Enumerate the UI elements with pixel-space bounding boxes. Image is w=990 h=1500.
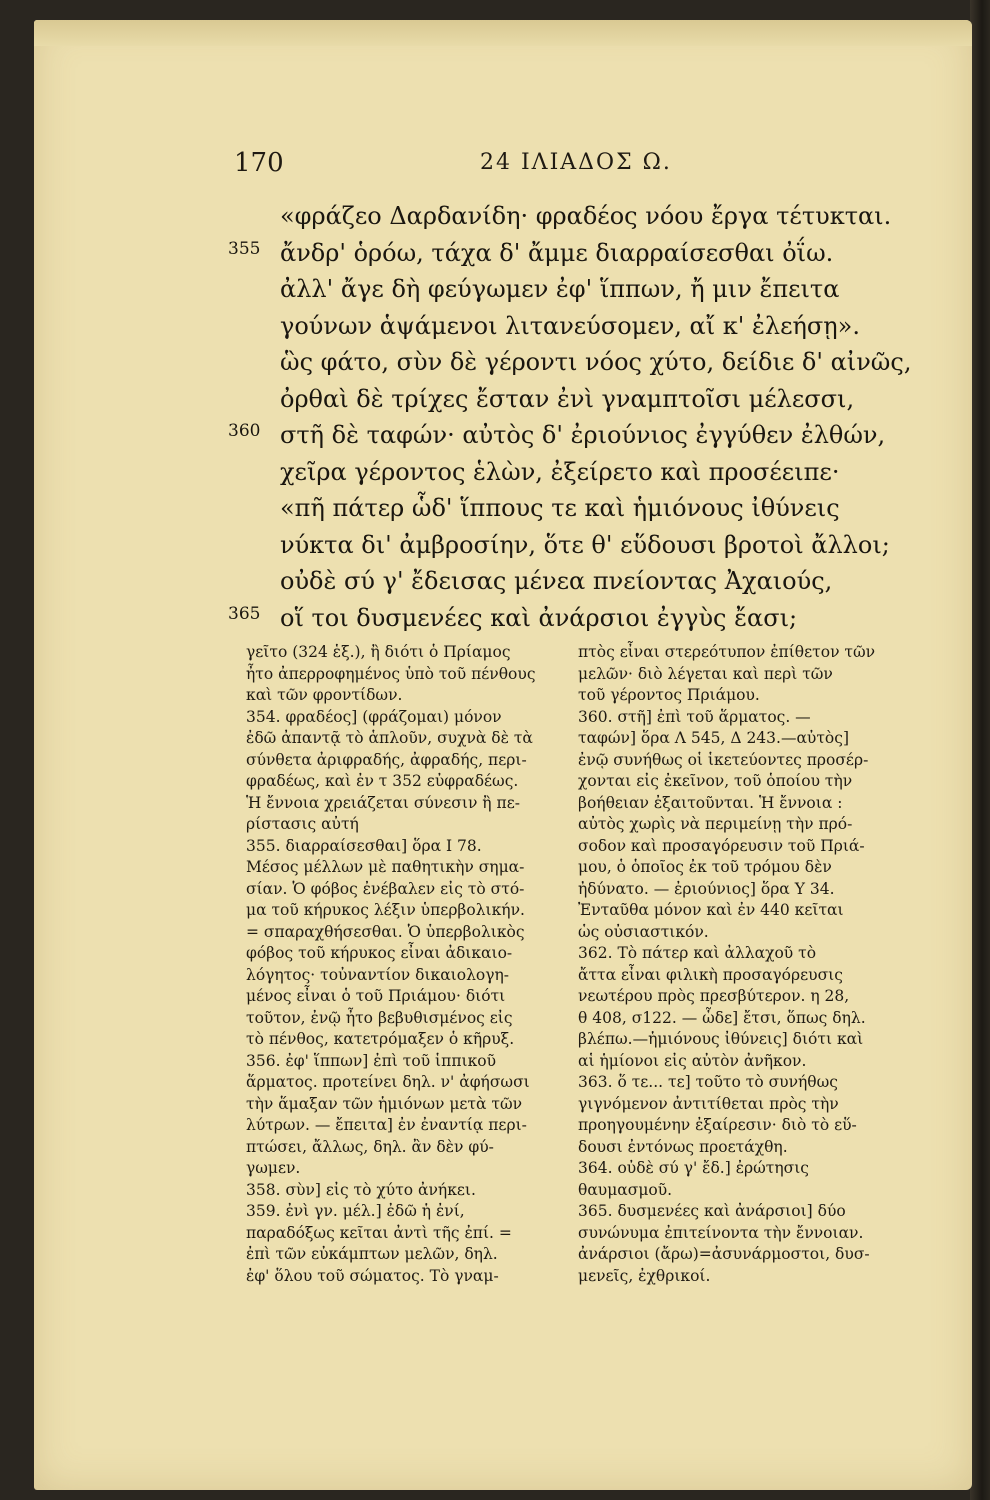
verse-line <box>228 600 894 637</box>
commentary-line: ἐφ' ὅλου τοῦ σώματος. Τὸ γναμ- <box>246 1266 499 1285</box>
commentary-line: 356. ἐφ' ἵππων] ἐπὶ τοῦ ἱππικοῦ <box>246 1051 497 1070</box>
commentary-line: σίαν. Ὁ φόβος ἐνέβαλεν εἰς τὸ στό- <box>246 879 525 898</box>
verse-line-text: χεῖρα γέροντος ἑλὼν, ἐξείρετο καὶ προσέειπε· <box>280 457 840 486</box>
commentary-line: ἠδύνατο. — ἐριούνιος] ὅρα Υ 34. <box>578 879 835 898</box>
verse-line <box>234 563 894 600</box>
book-spine-shadow <box>970 0 990 1500</box>
verse-line-text: στῆ δὲ ταφών· αὐτὸς δ' ἐριούνιος ἐγγύθεν ἐλθών, <box>280 421 886 449</box>
verse-line-text: γούνων ἁψάμενοι λιτανεύσομεν, αἴ κ' ἐλεήσῃ». <box>280 311 860 340</box>
verse-line-text: «πῆ πάτερ ὧδ' ἵππους τε καὶ ἡμιόνους ἰθύνεις <box>280 494 840 522</box>
commentary-line: ρίστασις αὐτή <box>246 815 359 833</box>
verse-line-text: ὀρθαὶ δὲ τρίχες ἔσταν ἐνὶ γναμπτοῖσι μέλεσσι, <box>280 384 855 413</box>
commentary-line: μου, ὁ ὁποῖος ἐκ τοῦ τρόμου δὲν <box>578 858 832 876</box>
commentary-line: 364. οὐδὲ σύ γ' ἔδ.] ἐρώτησις <box>578 1159 809 1177</box>
commentary-line: γωμεν. <box>246 1159 301 1177</box>
commentary-line: αἱ ἡμίονοι εἰς αὐτὸν ἀνῆκον. <box>578 1051 807 1070</box>
commentary-line: 355. διαρραίσεσθαι] ὅρα Ι 78. <box>246 836 482 855</box>
commentary-line: ταφών] ὅρα Λ 545, Δ 243.—αὐτὸς] <box>578 729 849 747</box>
running-title: 24 ΙΛΙΑΔΟΣ Ω. <box>480 150 672 175</box>
commentary-line: φραδέως, καὶ ἐν τ 352 εὐφραδέως. <box>246 772 519 790</box>
book-page <box>34 20 972 1490</box>
commentary-line: ἄττα εἶναι φιλικὴ προσαγόρευσις <box>578 965 843 984</box>
commentary-line: ἦτο ἀπερροφημένος ὑπὸ τοῦ πένθους <box>246 664 536 683</box>
commentary-line: σοδον καὶ προσαγόρευσιν τοῦ Πριά- <box>578 836 865 855</box>
commentary-line: 358. σὺν] εἰς τὸ χύτο ἀνήκει. <box>246 1180 476 1199</box>
commentary-line: λύτρων. — ἔπειτα] ἐν ἐναντίᾳ περι- <box>246 1116 527 1134</box>
verse-line-text: νύκτα δι' ἀμβροσίην, ὅτε θ' εὕδουσι βροτοὶ ἄλλοι; <box>280 530 890 559</box>
commentary-line: 360. στῆ] ἐπὶ τοῦ ἅρματος. — <box>578 707 811 726</box>
commentary-line: συνώνυμα ἐπιτείνοντα τὴν ἔννοιαν. <box>578 1223 864 1242</box>
commentary-line: Ἡ ἔννοια χρειάζεται σύνεσιν ἢ πε- <box>246 793 520 812</box>
commentary-line: φόβος τοῦ κήρυκος εἶναι ἀδικαιο- <box>246 944 513 962</box>
commentary-line: 354. φραδέος] (φράζομαι) μόνον <box>246 707 502 726</box>
verse-line <box>234 527 894 564</box>
commentary-line: ἐδῶ ἀπαντᾷ τὸ ἁπλοῦν, συχνὰ δὲ τὰ <box>246 729 533 747</box>
commentary-line: βλέπω.—ἡμιόνους ἰθύνεις] διότι καὶ <box>578 1030 864 1048</box>
commentary-line: μενεῖς, ἐχθρικοί. <box>578 1266 711 1285</box>
commentary-line: 363. ὅ τε... τε] τοῦτο τὸ συνήθως <box>578 1073 838 1091</box>
commentary-line: πτώσει, ἄλλως, δηλ. ἂν δὲν φύ- <box>246 1137 494 1156</box>
commentary-line: 365. δυσμενέες καὶ ἀνάρσιοι] δύο <box>578 1202 846 1220</box>
commentary-line: ὡς οὐσιαστικόν. <box>578 922 709 941</box>
commentary-line: ἀνάρσιοι (ἄρω)=ἀσυνάρμοστοι, δυσ- <box>578 1245 870 1263</box>
verse-line-text: οἵ τοι δυσμενέες καὶ ἀνάρσιοι ἐγγὺς ἔασι; <box>280 603 798 632</box>
commentary-line: τοῦ γέροντος Πριάμου. <box>578 686 760 704</box>
verse-line-text: ἀλλ' ἄγε δὴ φεύγωμεν ἐφ' ἵππων, ἤ μιν ἔπειτα <box>280 275 840 303</box>
verse-line <box>234 454 894 491</box>
commentary-left-column <box>246 642 582 1287</box>
verse-line-text: οὐδὲ σύ γ' ἔδεισας μένεα πνείοντας Ἀχαιούς, <box>280 567 833 595</box>
verse-line <box>234 381 894 418</box>
commentary-line: ἐνῷ συνήθως οἱ ἱκετεύοντες προσέρ- <box>578 750 869 769</box>
commentary-line: αὐτὸς χωρὶς νὰ περιμείνῃ τὴν πρό- <box>578 815 853 833</box>
commentary-line: γιγνόμενον ἀντιτίθεται πρὸς τὴν <box>578 1094 839 1113</box>
commentary-line: νεωτέρου πρὸς πρεσβύτερον. η 28, <box>578 987 850 1005</box>
commentary-line: καὶ τῶν φροντίδων. <box>246 686 403 704</box>
commentary-line: λόγητος· τοὐναντίον δικαιολογη- <box>246 965 510 984</box>
commentary-line: μένος εἶναι ὁ τοῦ Πριάμου· διότι <box>246 987 506 1005</box>
verse-line-number: 360 <box>228 421 261 441</box>
verse-line <box>234 308 894 345</box>
commentary-line: μελῶν· διὸ λέγεται καὶ περὶ τῶν <box>578 664 833 683</box>
commentary-line: = σπαραχθήσεσθαι. Ὁ ὑπερβολικὸς <box>246 922 525 941</box>
verse-line <box>234 198 894 235</box>
commentary-line: τὸ πένθος, κατετρόμαξεν ὁ κῆρυξ. <box>246 1030 515 1048</box>
verse-line-number: 355 <box>228 238 261 259</box>
commentary-line: Μέσος μέλλων μὲ παθητικὴν σημα- <box>246 858 525 876</box>
verse-line <box>234 344 912 381</box>
commentary-line: 362. Τὸ πάτερ καὶ ἀλλαχοῦ τὸ <box>578 944 817 962</box>
verse-line <box>234 490 894 527</box>
commentary-line: ἐπὶ τῶν εὐκάμπτων μελῶν, δηλ. <box>246 1245 498 1263</box>
commentary-line: γεῖτο (324 ἑξ.), ἢ διότι ὁ Πρίαμος <box>246 643 511 661</box>
commentary-line: σύνθετα ἀριφραδής, ἀφραδής, περι- <box>246 750 527 769</box>
verse-block <box>228 198 912 636</box>
page-number: 170 <box>234 148 284 178</box>
page-header <box>34 148 972 188</box>
commentary-line: Ἐνταῦθα μόνον καὶ ἐν 440 κεῖται <box>578 901 844 919</box>
verse-line-text: «φράζεο Δαρδανίδη· φραδέος νόου ἔργα τέτυκται. <box>280 202 892 230</box>
verse-line-text: ἄνδρ' ὁρόω, τάχα δ' ἄμμε διαρραίσεσθαι ὀΐω. <box>280 238 834 267</box>
verse-line <box>228 235 894 272</box>
commentary-line: τὴν ἅμαξαν τῶν ἡμιόνων μετὰ τῶν <box>246 1094 523 1113</box>
commentary-line: πτὸς εἶναι στερεότυπον ἐπίθετον τῶν <box>578 643 876 661</box>
verse-line <box>234 271 894 308</box>
verse-line-text: ὣς φάτο, σὺν δὲ γέροντι νόος χύτο, δείδιε δ' αἰνῶς, <box>280 348 912 376</box>
commentary-line: θαυμασμοῦ. <box>578 1180 673 1199</box>
verse-line <box>228 417 894 454</box>
commentary-line: δουσι ἐντόνως προετάχθη. <box>578 1137 788 1156</box>
commentary-line: τοῦτον, ἐνῷ ἦτο βεβυθισμένος εἰς <box>246 1008 513 1027</box>
commentary-line: ἅρματος. προτείνει δηλ. ν' ἀφήσωσι <box>246 1073 530 1091</box>
commentary-line: θ 408, σ122. — ὧδε] ἔτσι, ὅπως δηλ. <box>578 1008 866 1027</box>
verse-line-number: 365 <box>228 603 261 624</box>
commentary-line: παραδόξως κεῖται ἀντὶ τῆς ἐπί. = <box>246 1223 512 1242</box>
commentary-line: μα τοῦ κήρυκος λέξιν ὑπερβολικήν. <box>246 901 525 919</box>
commentary-line: 359. ἐνὶ γν. μέλ.] ἐδῶ ἡ ἐνί, <box>246 1202 465 1220</box>
commentary-right-column <box>578 642 910 1287</box>
page-top-edge <box>34 20 972 46</box>
commentary-line: χονται εἰς ἐκεῖνον, τοῦ ὁποίου τὴν <box>578 772 853 790</box>
commentary-line: προηγουμένην ἐξαίρεσιν· διὸ τὸ εὕ- <box>578 1116 857 1134</box>
commentary-line: βοήθειαν ἐξαιτοῦνται. Ἡ ἔννοια : <box>578 793 843 812</box>
